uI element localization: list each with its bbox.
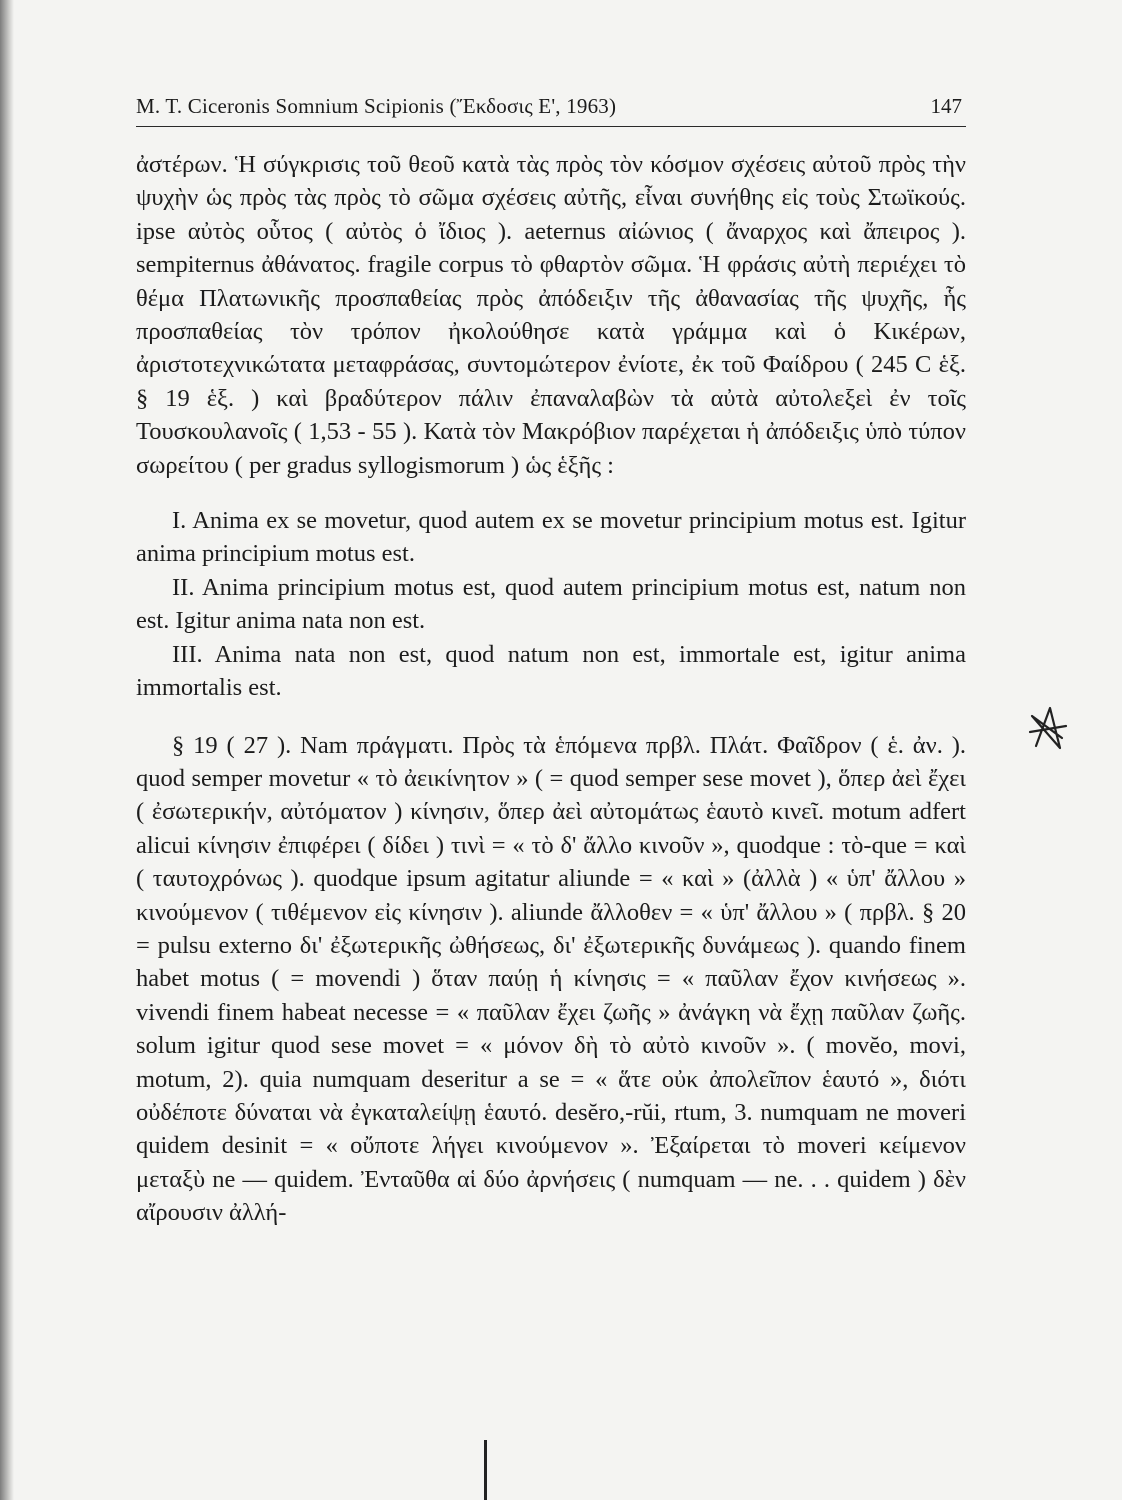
- commentary-paragraph: ἀστέρων. Ἡ σύγκρισις τοῦ θεοῦ κατὰ τὰς πρὸς τὸν κόσμον σχέσεις αὐτοῦ πρὸς τὴν ψυχὴν ὡς πρὸς τὰς πρὸς τὸ σῶμα σχέσεις αὐτῆς, εἶναι συνήθης εἰς τοὺς Στωϊκούς. ipse αὐτὸς οὗτος ( αὐτὸς ὁ ἴδιος ). aeternus αἰώνιος ( ἄναρχος καὶ ἄπειρος ). sempiternus ἀθάνατος. fragile corpus τὸ φθαρτὸν σῶμα. Ἡ φράσις αὐτὴ περιέχει τὸ θέμα Πλατωνικῆς προσπαθείας πρὸς ἀπόδειξιν τῆς ἀθανασίας τῆς ψυχῆς, ἧς προσπαθείας τὸν τρόπον ἠκολούθησε κατὰ γράμμα καὶ ὁ Κικέρων, ἀριστοτεχνικώτατα μεταφράσας, συντομώτερον ἐνίοτε, ἐκ τοῦ Φαίδρου ( 245 C ἑξ. § 19 ἑξ. ) καὶ βραδύτερον πάλιν ἐπαναλαβὼν τὰ αὐτὰ αὐτολεξεὶ ἐν τοῖς Τουσκουλανοῖς ( 1,53 - 55 ). Κατὰ τὸν Μακρόβιον παρέχεται ἡ ἀπόδειξις ὑπὸ τύπον σωρείτου ( per gradus syllogismorum ) ὡς ἑξῆς :: [136, 151, 966, 479]
- running-title: M. T. Ciceronis Somnium Scipionis (Ἔκδοσις Ε', 1963): [136, 94, 617, 118]
- running-header: [136, 92, 966, 127]
- page-gutter-shadow: [0, 0, 14, 1500]
- syllogism-item-1: I. Anima ex se movetur, quod autem ex se movetur principium motus est. Igitur anima principium motus est.: [136, 507, 966, 568]
- page-body: [136, 148, 966, 1230]
- page-number: 147: [930, 94, 962, 118]
- pencil-stroke-mark: [484, 1440, 487, 1500]
- handwritten-star-mark: [1022, 702, 1074, 754]
- syllogism-item-3: III. Anima nata non est, quod natum non est, immortale est, igitur anima immortalis est.: [136, 640, 966, 702]
- syllogism-list: [136, 504, 966, 704]
- syllogism-item-2: II. Anima principium motus est, quod autem principium motus est, natum non est. Igitur anima nata non est.: [136, 573, 966, 635]
- section-19-commentary: § 19 ( 27 ). Nam πράγματι. Πρὸς τὰ ἑπόμενα πρβλ. Πλάτ. Φαῖδρον ( ἑ. ἀν. ). quod semper movetur « τὸ ἀεικίνητον » ( = quod semper sese movet ), ὅπερ ἀεὶ ἔχει ( ἐσωτερικήν, αὐτόματον ) κίνησιν, ὅπερ ἀεὶ αὐτομάτως ἑαυτὸ κινεῖ. motum adfert alicui κίνησιν ἐπιφέρει ( δίδει ) τινὶ = « τὸ δ' ἄλλο κινοῦν », quodque : τὸ-que = καὶ ( ταυτοχρόνως ). quodque ipsum agitatur aliunde = « καὶ » (ἀλλὰ ) « ὑπ' ἄλλου » κινούμενον ( τιθέμενον εἰς κίνησιν ). aliunde ἄλλοθεν = « ὑπ' ἄλλου » ( πρβλ. § 20 = pulsu externo δι' ἐξωτερικῆς ὠθήσεως, δι' ἐξωτερικῆς δυνάμεως ). quando finem habet motus ( = movendi ) ὅταν παύῃ ἡ κίνησις = « παῦλαν ἔχον κινήσεως ». vivendi finem habeat necesse = « παῦλαν ἔχει ζωῆς » ἀνάγκη νὰ ἔχῃ παῦλαν ζωῆς. solum igitur quod sese movet = « μόνον δὴ τὸ αὐτὸ κινοῦν ». ( movĕo, movi, motum, 2). quia numquam deseritur a se = « ἅτε οὐκ ἀπολεῖπον ἑαυτό », διότι οὐδέποτε δύναται νὰ ἐγκαταλείψῃ ἑαυτό. desĕro,-rŭi, rtum, 3. numquam ne moveri quidem desinit = « οὔποτε λήγει κινούμενον ». Ἐξαίρεται τὸ moveri κείμενον μεταξὺ ne — quidem. Ἐνταῦθα αἱ δύο ἀρνήσεις ( numquam — ne. . . quidem ) δὲν αἴρουσιν ἀλλή-: [136, 731, 966, 1227]
